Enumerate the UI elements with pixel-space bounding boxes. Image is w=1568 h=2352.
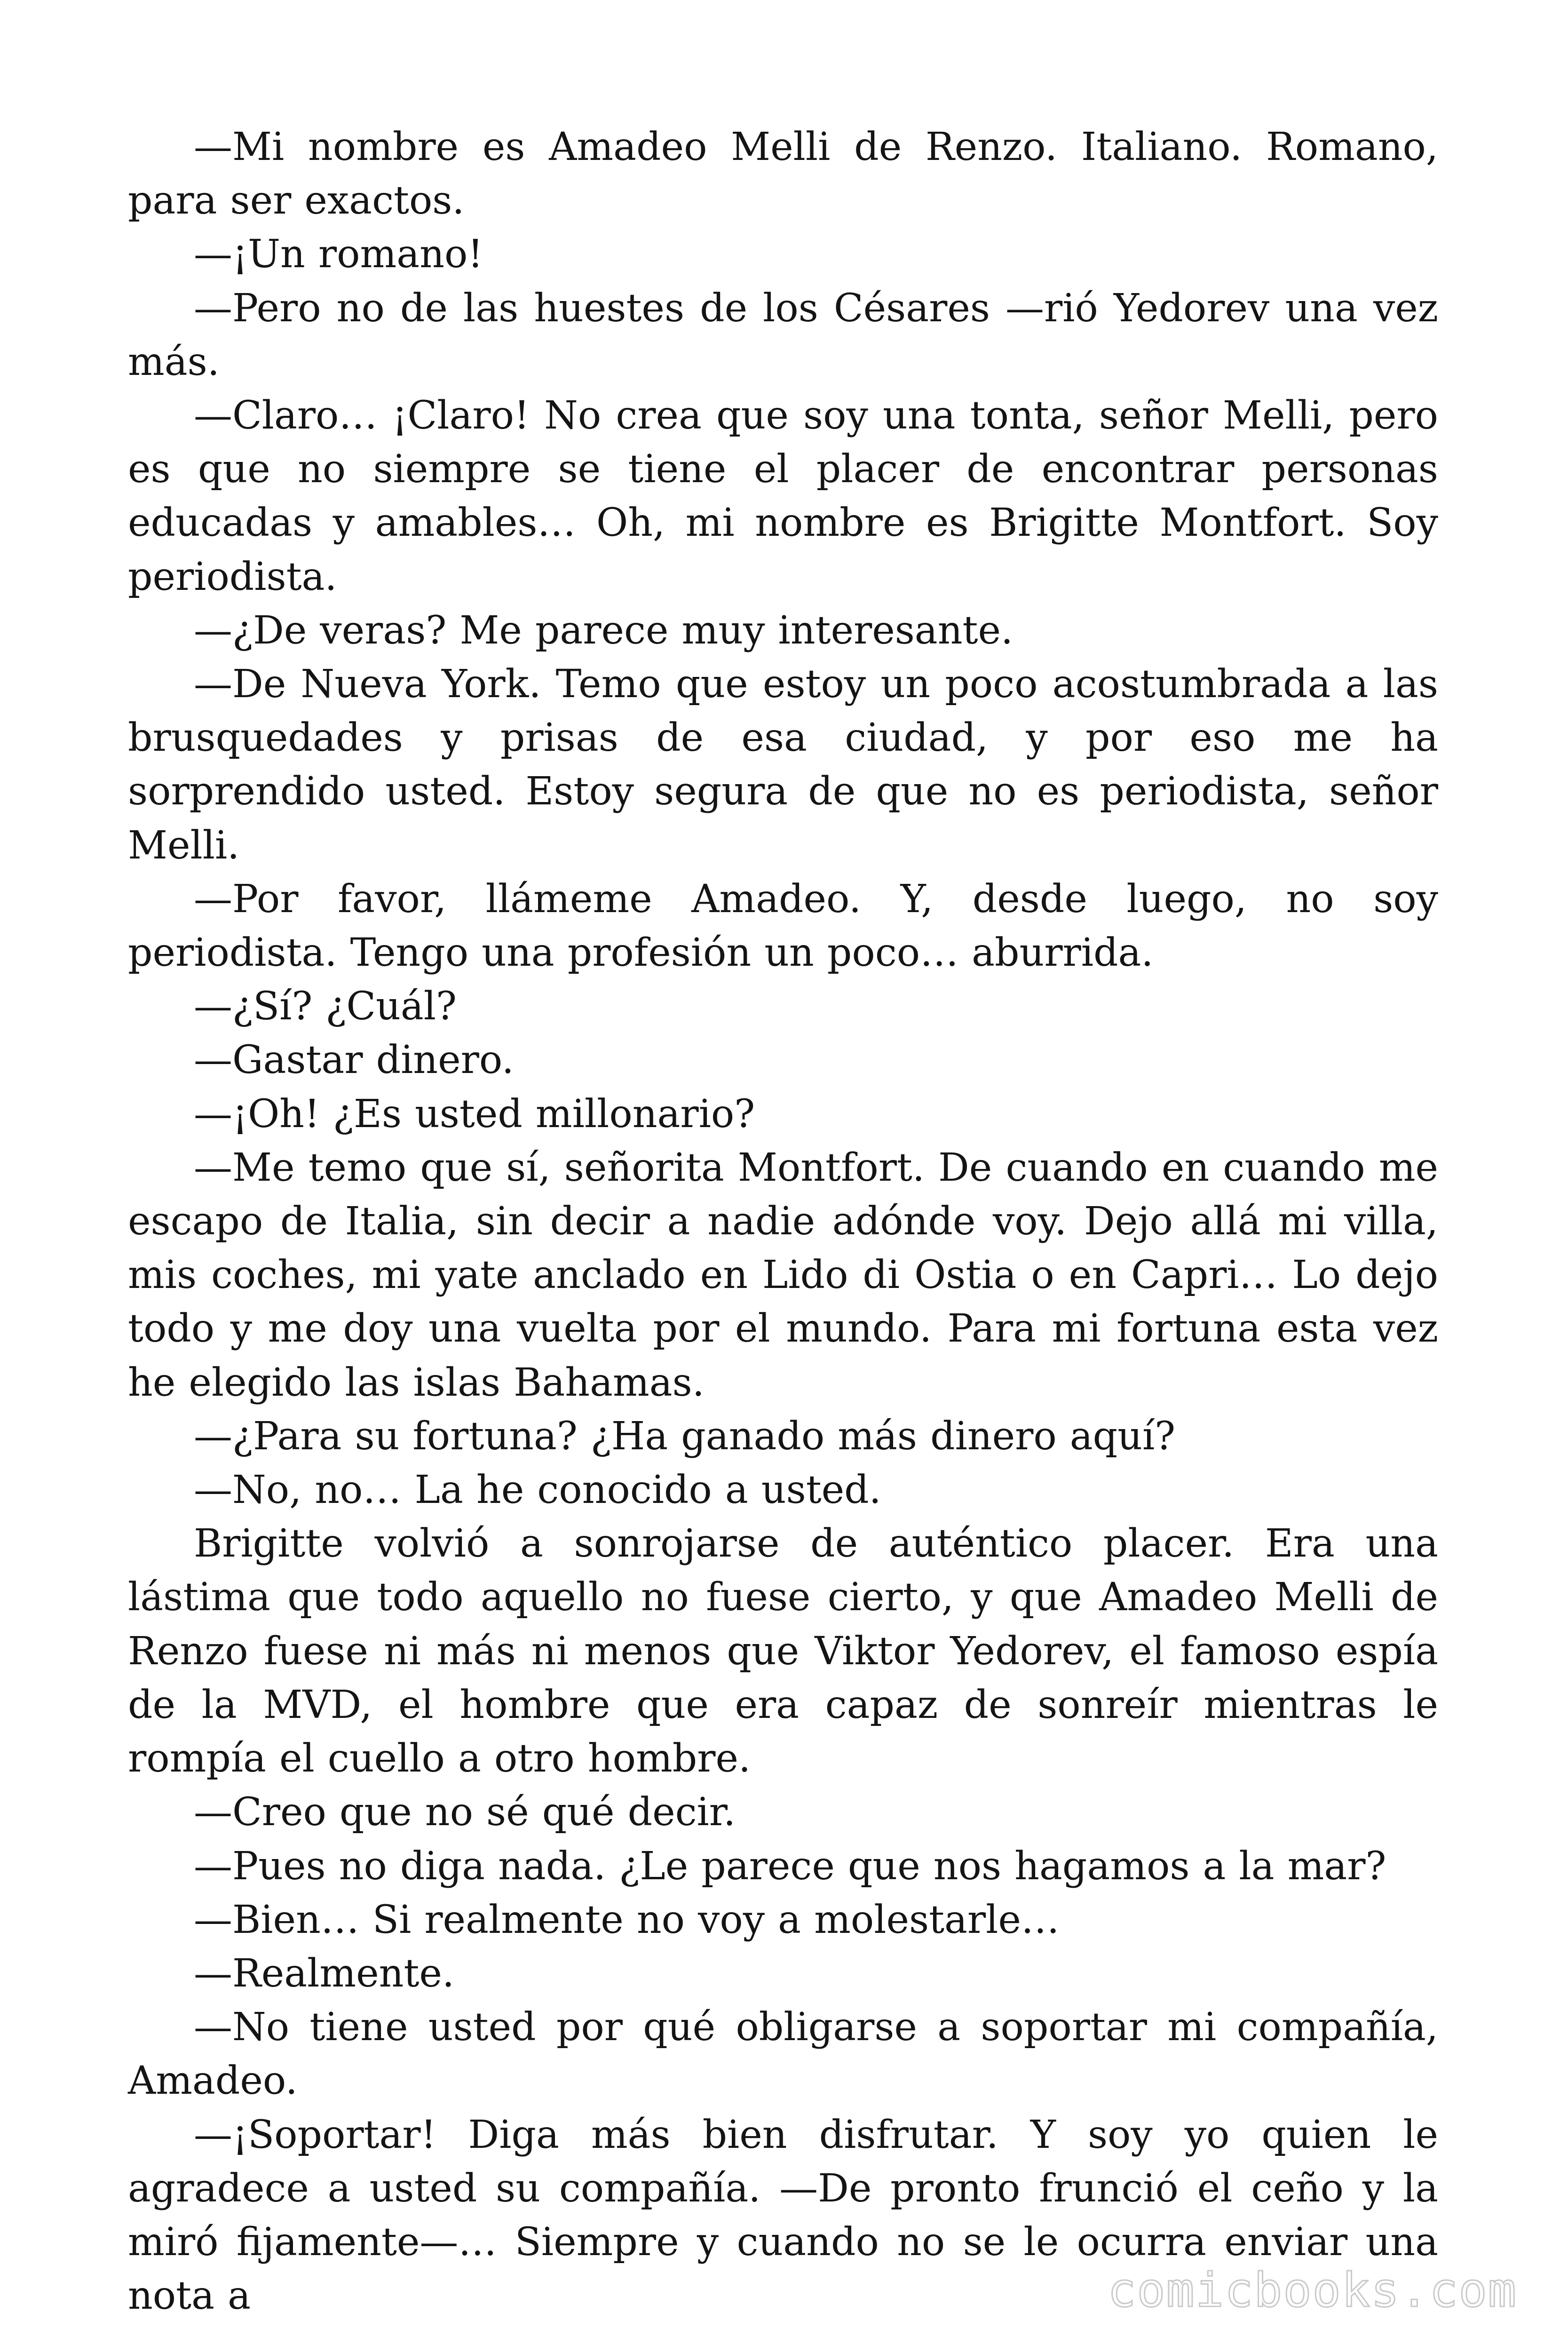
paragraph: —Creo que no sé qué decir.: [194, 1790, 736, 1835]
paragraph: —¿De veras? Me parece muy interesante.: [194, 608, 1014, 653]
paragraph: —¿Para su fortuna? ¿Ha ganado más dinero aquí?: [194, 1414, 1176, 1459]
paragraph: Brigitte volvió a sonrojarse de auténtico placer. Era una lástima que todo aquello no fuese cierto, y que Amadeo Melli de Renzo fuese ni más ni menos que Viktor Yedorev, el famoso espía de la MVD, el hombre que era capaz de sonreír mientras le rompía el cuello a otro hombre.: [128, 1521, 1438, 1781]
paragraph: —No tiene usted por qué obligarse a soportar mi compañía, Amadeo.: [128, 2005, 1438, 2104]
paragraph: —No, no… La he conocido a usted.: [194, 1468, 881, 1513]
paragraph: —¡Un romano!: [194, 232, 483, 277]
paragraph: —De Nueva York. Temo que estoy un poco acostumbrada a las brusquedades y prisas de esa ciudad, y por eso me ha sorprendido usted. Estoy segura de que no es periodista, señor Melli.: [128, 662, 1438, 868]
paragraph: —Bien… Si realmente no voy a molestarle…: [194, 1897, 1060, 1942]
body-text: [128, 120, 1438, 2323]
paragraph: —Claro… ¡Claro! No crea que soy una tonta, señor Melli, pero es que no siempre se tiene el placer de encontrar personas educadas y amables… Oh, mi nombre es Brigitte Montfort. Soy periodista.: [128, 393, 1438, 599]
watermark: comicbooks.com: [1108, 2263, 1517, 2318]
paragraph: —¿Sí? ¿Cuál?: [194, 984, 457, 1029]
paragraph: —Por favor, llámeme Amadeo. Y, desde luego, no soy periodista. Tengo una profesión un poco… aburrida.: [128, 876, 1438, 976]
paragraph: —Me temo que sí, señorita Montfort. De cuando en cuando me escapo de Italia, sin decir a nadie adónde voy. Dejo allá mi villa, mis coches, mi yate anclado en Lido di Ostia o en Capri… Lo dejo todo y me doy una vuelta por el mundo. Para mi fortuna esta vez he elegido las islas Bahamas.: [128, 1145, 1438, 1405]
paragraph: —Realmente.: [194, 1951, 455, 1996]
paragraph: —Pero no de las huestes de los Césares —rió Yedorev una vez más.: [128, 286, 1438, 384]
paragraph: —Mi nombre es Amadeo Melli de Renzo. Italiano. Romano, para ser exactos.: [128, 125, 1438, 223]
paragraph: —¡Oh! ¿Es usted millonario?: [194, 1091, 755, 1136]
paragraph: —¡Soportar! Diga más bien disfrutar. Y soy yo quien le agradece a usted su compañía. —De pronto frunció el ceño y la miró fijamente—… Siempre y cuando no se le ocurra enviar una nota a: [128, 2112, 1438, 2319]
paragraph: —Gastar dinero.: [194, 1038, 514, 1083]
paragraph: —Pues no diga nada. ¿Le parece que nos hagamos a la mar?: [194, 1843, 1386, 1889]
